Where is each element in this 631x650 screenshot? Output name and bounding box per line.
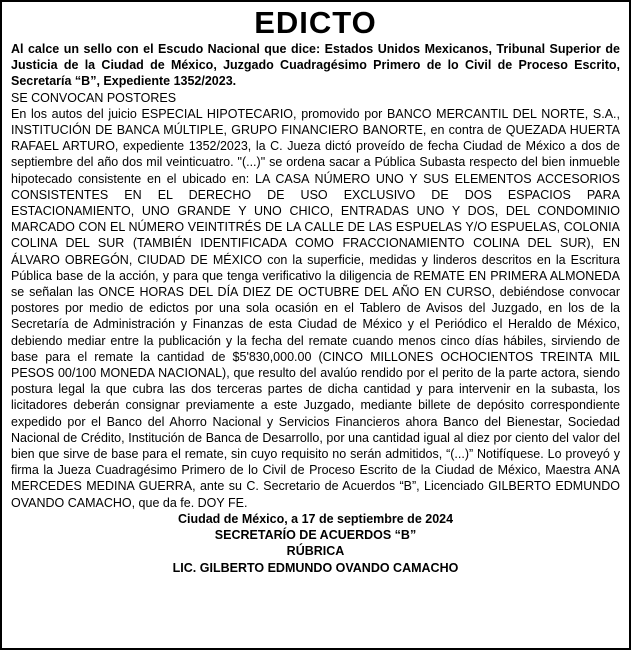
place-date: Ciudad de México, a 17 de septiembre de 2024: [177, 511, 454, 526]
notice-subheading: SE CONVOCAN POSTORES: [11, 90, 177, 105]
notice-title: EDICTO: [254, 5, 377, 40]
notice-body: En los autos del juicio ESPECIAL HIPOTECARIO, promovido por BANCO MERCANTIL DEL NORTE, S.A., INSTITUCIÓN DE BANCA MÚLTIPLE, GRUPO FINANCIERO BANORTE, en contra de QUEZADA HUERTA RAFAEL ARTURO, expediente 1352/2023, la C. Jueza dictó proveído de fecha Ciudad de México a dos de septiembre del año dos mil veinticuatro. "(...)" se ordena sacar a Pública Subasta respecto del bien inmueble hipotecado consistente en el ubicado en: LA CASA NÚMERO UNO Y SUS ELEMENTOS ACCESORIOS CONSISTENTES EN EL DERECHO DE USO EXCLUSIVO DE DOS ESPACIOS PARA ESTACIONAMIENTO, UNO GRANDE Y UNO CHICO, ENTRADAS UNO Y DOS, DEL CONDOMINIO MARCADO CON EL NÚMERO VEINTITRÉS DE LA CALLE DE LAS ESPUELAS Y/O ESPUELAS, COLONIA COLINA DEL SUR (TAMBIÉN IDENTIFICADA COMO FRACCIONAMIENTO COLINA DEL SUR), EN ÁLVARO OBREGÓN, CIUDAD DE MÉXICO con la superficie, medidas y linderos descritos en la Escritura Pública base de la acción, y para que tenga verificativo la diligencia de REMATE EN PRIMERA ALMONEDA se señalan las ONCE HORAS DEL DÍA DIEZ DE OCTUBRE DEL AÑO EN CURSO, debiéndose convocar postores por medio de edictos por una sola ocasión en el Tablero de Avisos del Juzgado, en los de la Secretaría de Administración y Finanzas de esta Ciudad de México y el Periódico el Heraldo de México, debiendo mediar entre la publicación y la fecha del remate cuando menos cinco días hábiles, sirviendo de base para el remate la cantidad de $5'830,000.00 (CINCO MILLONES OCHOCIENTOS TREINTA MIL PESOS 00/100 MONEDA NACIONAL), que resulto del avalúo rendido por el perito de la parte actora, siendo postura legal la que cubra las dos terceras partes de dicha cantidad y para intervenir en la subasta, los licitadores deberán consignar previamente a este Juzgado, mediante billete de depósito correspondiente expedido por el Banco del Ahorro Nacional y Servicios Financieros ahora Banco del Bienestar, Sociedad Nacional de Crédito, Institución de Banca de Desarrollo, por una cantidad igual al diez por ciento del valor del bien que sirve de base para el remate, sin cuyo requisito no serán admitidos, “(...)” Notifíquese. Lo proveyó y firma la Jueza Cuadragésimo Primero de lo Civil de Proceso Escrito de la Ciudad de México, Maestra ANA MERCEDES MEDINA GUERRA, ante su C. Secretario de Acuerdos “B”, Licenciado GILBERTO EDMUNDO OVANDO CAMACHO, que da fe. DOY FE.: [11, 106, 620, 510]
signer-name: LIC. GILBERTO EDMUNDO OVANDO CAMACHO: [172, 560, 459, 575]
signer-role: SECRETARÍO DE ACUERDOS “B”: [214, 528, 417, 543]
signature-block: [11, 511, 620, 576]
notice-heading: Al calce un sello con el Escudo Nacional que dice: Estados Unidos Mexicanos, Tribunal Superior de Justicia de la Ciudad de México, Juzgado Cuadragésimo Primero de lo Civil de Proceso Escrito, Secretaría “B”, Expediente 1352/2023.: [11, 42, 620, 89]
rubrica-label: RÚBRICA: [286, 544, 345, 559]
